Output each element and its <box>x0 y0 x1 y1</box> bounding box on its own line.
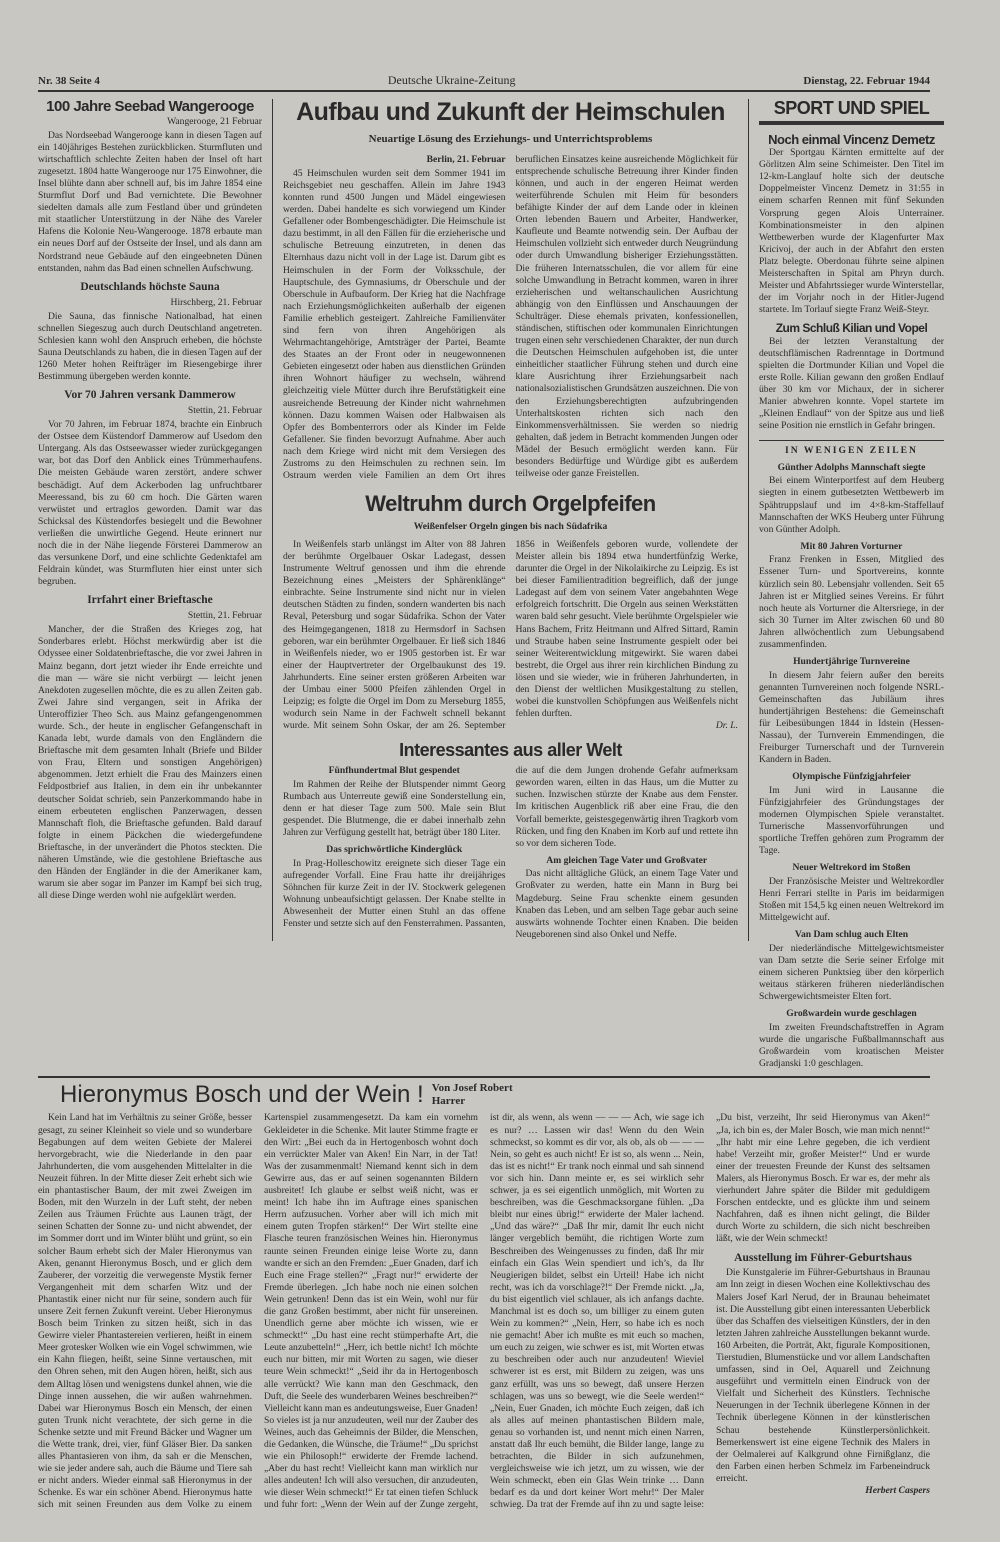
item-title: Olympische Fünfzigjahrfeier <box>792 771 911 783</box>
byline: Von Josef Robert Harrer <box>431 1082 513 1108</box>
article-text: Die Sauna, das finnische Nationalbad, hat einen schnellen Siegeszug auch durch Deutschland angetreten. Schlesien kann wohl den Anspruch erheben, die höchste Sauna Deutschlands zu haben, die in diesen Tagen auf der 1260 Meter hohen Reifträger im Riesengebirge ihrer Bestimmung übergeben werden konnte. <box>38 310 262 383</box>
zeilen-heading: IN WENIGEN ZEILEN <box>759 440 944 457</box>
article-text: 45 Heimschulen wurden seit dem Sommer 1941 im Reichsgebiet neu geschaffen. Allein im Jahre 1943 konnten rund 4500 Jungen und Mädel eingewiesen werden. Dabei handelte es sich vorwiegend um Kinder Gefallener oder Bombengeschädigter. Die Heimschule ist dazu bestimmt, in all den Fällen für die erzieherische und schulische Betreuung einzutreten, in denen das Elternhaus dazu nicht voll in der Lage ist. Darum gibt es Heimschulen in der Form der Volksschule, der Hauptschule, des Gymnasiums, dr Oberschule und der Oberschule in Aufbauform. Der Krieg hat die Nachfrage nach Erziehungsmöglichkeiten außerhalb der eigenen Familie erheblich gesteigert. Zahlreiche Familienväter sind fern von ihren Angehörigen als Wehrmachtangehörige, Amtsträger der Partei, Beamte des Staates an der Front oder in neugewonnenen Gebieten eingesetzt oder haben aus dienstlichen Gründen ihren Wohnort häufiger zu wechseln, während gleichzeitig viele Mütter durch ihre Berufstätigkeit eine ausreichende Betreuung der Kinder nicht wahrnehmen können. Dazu kommen Waisen oder Halbwaisen als Opfer des Bombenterrors oder als Kinder im Felde Gefallener. Sie finden bevorzugt Aufnahme. Aber auch nach dem Kriege wird nicht mit dem Versiegen des Zustroms zu den Heimschulen zu rechnen sein. Im Ostraum werden viele Familien an dem Ort ihres beruflichen Einsatzes keine ausreichende Möglichkeit für entsprechende schulische Betreuung ihrer Kinder finden können, und auch in der engeren Heimat werden weiterführende Schulen mit Heim für besonders befähigte Kinder der auf dem Lande oder in kleinen Orten lebenden Bauern und Arbeiter, Handwerker, Kaufleute und Beamte notwendig sein. Der Aufbau der Heimschulen vollzieht sich entweder durch Neugründung oder durch Umwandlung bisheriger Erziehungsstätten. Die früheren Internatsschulen, die vor allem für eine solche Umwandlung in Betracht kommen, waren in ihrer erzieherischen und weltanschaulichen Ausrichtung abhängig von den Einflüssen und Anschauungen der Schulträger. Diese ehemals privaten, konfessionellen, ständischen, stiftischen oder kommunalen Einrichtungen trugen einen sehr verschiedenen Charakter, der nun durch die Deutschen Heimschulen aufgehoben ist, die unter einheitlicher staatlicher Führung stehen und durch eine klare Ausrichtung ihrer Erziehungsarbeit nach nationalsozialistischen Grundsätzen auszeichnen. Die von den Erziehungsberechtigten aufzubringenden Unterhaltskosten richten sich nach den Einkommensverhältnissen. Sie werden so niedrig gehalten, daß jedem in Betracht kommenden Jungen oder Mädel der Besuch ermöglicht werden kann. Für besonders Bedürftige und Würdige gibt es außerdem teilweise oder ganze Freistellen. <box>283 153 738 482</box>
item-title: Fünfhundertmal Blut gespendet <box>328 765 460 777</box>
article-title: 100 Jahre Seebad Wangerooge <box>46 98 254 115</box>
dateline: Stettin, 21. Februar <box>187 404 262 416</box>
article-text: Bei der letzten Veranstaltung der deutschflämischen Radrenntage in Dortmund spielten die Dortmunder Kilian und Vopel die erste Rolle. Kilian gewann den großen Endlauf über 30 km vor Michaux, der in sicherer Manier abwehren konnte. Vopel startete im „Kleinen Endlauf“ von der Spitze aus und ließ seine Position nie ernstlich in Gefahr bringen. <box>759 335 944 432</box>
welt-article <box>283 765 738 941</box>
item-title: Van Dam schlug auch Elten <box>794 929 909 941</box>
item-text: Der niederländische Mittelgewichtsmeister van Dam setzte die Serie seiner Erfolge mit einem sicheren Punktsieg über den körperlich weitaus stärkeren früheren niederländischen Schwergewichtsmeister Elten fort. <box>759 942 944 1003</box>
article-text: Kein Land hat im Verhältnis zu seiner Größe, besser gesagt, zu seiner Kleinheit so viele und so wunderbare Begabungen auf dem weiten Gebiete der Malerei hervorgebracht, wie die Niederlande in den paar Jahrhunderten, die vom ausgehenden Mittelalter in die Neuzeit führen. In der Mitte dieser Zeit erhebt sich wie ein phantastischer Baum, der mit zwei Zweigen im Boden, mit den Wurzeln in der Luft steht, der neben Zeilen aus Träumen Früchte aus Launen trägt, der seinen Schatten der Sonne zu- und nicht abwendet, der im Sommer dorrt und im Winter blüht und grünt, so ein solcher Baum erhebt sich der Maler Hieronymus van Aken, genannt Hieronymus Bosch, und er glich dem Zauberer, der vorzeitig die verwegenste Mystik ferner Vergangenheit mit dem scharfen Witz und der Phantastik einer nicht nur für seine, sondern auch für unsere Zeit fernen Zukunft vereint. Ueber Hieronymus Bosch beim Trinken zu sitzen heißt, sich in das Gewirre vieler Phantastereien verlieren, heißt in einem Meer grotesker Wolken wie ein Vogel schwimmen, wie ein Kahn fliegen, heißt, seine Sinne vertauschen, mit den Ohren sehen, mit den Augen hören, heißt, sich aus dem Alltag lösen und wenigstens dunkel ahnen, wie die Dinge innen aussehen, die wir außen wahrnehmen. Dabei war Hieronymus Bosch ein Mensch, der einen guten Trunk nicht verachtete, der sich gerne in die Schenke setzte und mit Freund Bäcker und Wagner um die Wette trank, drei, vier, fünf Gläser Bier. Da sanken alles Phantasieren von ihm, da sah er die Menschen, wie sie jeder andere sah, auch die Bäume und Tiere sah er nicht anders. Wieder einmal saß Hieronymus in der Schenke. Es war ein schöner Abend. Hieronymus hatte sich mit seinen Freunden aus dem Volke zu einem Kartenspiel zusammengesetzt. Da kam ein vornehm Gekleideter in die Schenke. Mit lauter Stimme fragte er den Wirt: „Bei euch da in Hertogenbosch wohnt doch ein verrückter Maler van Aken! Ein Narr, in der Tat! Was der zusammenmalt! Niemand kennt sich in dem Gewirre aus, das er auf seinen sogenannten Bildern ausbreitet! Ich glaube er selbst weiß nicht, was er meint! Ich habe ihn im Auftrage eines spanischen Herrn aufzusuchen. Vorher aber will ich mich mit einem guten Tropfen stärken!“ Der Wirt stellte eine Flasche teuren französischen Weines hin. Hieronymus raunte seinen Freunden einige leise Worte zu, dann wandte er sich an den Fremden: „Euer Gnaden, darf ich Euch eine Frage stellen?“ „Fragt nur!“ erwiderte der Fremde überlegen. „Ich habe noch nie einen solchen Wein getrunken! Denn das ist ein Wein, wohl nur für die ganz Großen bestimmt, aber nicht für unsereinen. Unendlich gerne aber möchte ich wissen, wie er schmeckt!“ „Du hast eine recht stümperhafte Art, die Leute anzubetteln!“ „Herr, ich bettle nicht! Ich möchte euch nur bitten, mir mit Worten zu sagen, wie dieser teure Wein schmeckt!“ „Seid ihr da in Hertogenbosch alle verrückt? Wie kann man den Geschmack, den Duft, die Seele des wunderbaren Weines beschreiben?“ Vielleicht kann man es andeutungsweise, Euer Gnaden! So vieles ist ja nur anzudeuten, weil nur der Zauber des Weines, auch das Geheimnis der Bilder, die Menschen, die Gedanken, die Wünsche, die Träume!“ „Du sprichst wie ein Philosoph!“ erwiderte der Fremde lachend. „Aber du hast recht! Vielleicht kann man wirklich nur alles andeuten! Ich will also versuchen, dir anzudeuten, wie dieser Wein schmeckt!“ Er tat einen tiefen Schluck und fuhr fort: „Wenn der Wein auf der Zunge zergeht, ist dir, als wenn, als wenn — — — Ach, wie sage ich es nur? … Lassen wir das! Wenn du den Wein schmeckst, so kommt es dir vor, als ob, als ob — — — Nein, so geht es auch nicht! Er ist so, als wenn ... Nein, das ist es nicht!“ Er trank noch einmal und sah sinnend vor sich hin. Dann meinte er, es sei wirklich sehr schwer, ja es sei eigentlich unmöglich, mit Worten zu beschreiben, was die Geschmacksorgane fühlen. „Da bleibt nur eines übrig!“ erwiderte der Maler lachend. „Und das wäre?“ „Daß Ihr mir, damit Ihr euch nicht länger vergeblich bemüht, die richtigen Worte zum Beschreiben des Weingenusses zu finden, daß Ihr mir einfach ein Glas Wein spendiert und ich’s, da Ihr Neugierigen bildet, selbst ein Urteil! Habe ich nicht recht, was ich da vorschlage?!“ Der Fremde nickt. „Ja, du bist eigentlich viel schlauer, als ich anfangs dachte. Manchmal ist es doch so, um billiger zu einem guten Wein zu kommen?“ „Nein, Herr, so habe ich es noch nie gemacht! Aber ich mußte es mit euch so machen, um euch zu zeigen, wie schwer es ist, mit Worten etwas zu beschreiben oder auch nur anzudeuten! Wieviel schwerer ist es erst, mit Bildern zu zeigen, was uns ganz erfüllt, was uns so bewegt, daß unsere Herzen schlagen, was uns so bewegt, wie die Seele werden!“ „Nein, Euer Gnaden, ich möchte Euch zeigen, daß ich als alles auf meinen phantastischen Bildern male, genau so vorhanden ist, und nennt mich einen Narren, anstatt daß Ihr euch bemüht, die Bilder lange, lange zu betrachten, die Bilder in sich aufzunehmen, vergleichsweise wie ich jetzt, um zu wissen, wie der Wein schmeckt, eben ein Glas Wein trinke … Dann bedarf es da und dort keiner Wort mehr!“ Der Maler schwieg. Da trat der Fremde auf ihn zu und sagte leise: „Du bist, verzeiht, Ihr seid Hieronymus van Aken!“ „Ja, ich bin es, der Maler Bosch, wie man mich nennt!“ „Ihr habt mir eine Lehre gegeben, die ich verdient habe! Verzeiht mir, großer Meister!“ Und er wurde einer der treuesten Freunde der Kunst des seltsamen Malers, als Hieronymus Bosch. Er war es, der mehr als vierhundert Jahre später die Bilder mit geduldigem Forschen entdeckte, und es glückte ihm und seinem Nachfahren, daß es ihnen nicht gelingt, die Bilder durch Worte zu schildern, die sich nicht beschreiben läßt, wie der Wein schmeckt! <box>38 1112 930 1511</box>
paper-name: Deutsche Ukraine-Zeitung <box>387 73 516 87</box>
dateline: Hirschberg, 21. Februar <box>170 296 262 308</box>
dateline: Stettin, 21. Februar <box>187 610 262 622</box>
item-text: Im Juni wird in Lausanne die Fünfzigjahrfeier des Gründungstages der modernen Olympischen Spiele veranstaltet. Turnerische Massenvorführungen und sportliche Treffen gehören zum Programm der Tage. <box>759 784 944 857</box>
masthead <box>38 73 930 92</box>
item <box>759 862 944 924</box>
article-text: In Weißenfels starb unlängst im Alter von 88 Jahren der berühmte Orgelbauer Oskar Ladegast, dessen Instrumente Weltruf genossen und ihm die ehrende Bezeichnung eines „Meisters der Sphärenklänge“ einbrachte. Seine Instrumente sind nicht nur in vielen deutschen Städten zu finden, sondern wanderten bis nach Reval, Petersburg und sogar Südafrika. Schon der Vater des Heimgegangenen, 1818 zu Hermsdorf in Sachsen geboren, war ein berühmter Orgelbauer. Er ließ sich 1846 in Weißenfels nieder, wo er 1905 gestorben ist. Er war einer der Hauptvertreter der Orgelbaukunst des 19. Jahrhunderts. Eine seiner ersten größeren Arbeiten war der Umbau einer 5000 Pfeifen zählenden Orgel in Leipzig; es folgte die Orgel im Dom zu Merseburg 1855, wodurch sein Name in der Fachwelt schnell bekannt wurde. Mit seinem Sohn Oskar, der am 26. September 1856 in Weißenfels geboren wurde, vollendete der Meister allein bis 1894 etwa hundertfünfzig Werke, darunter die Orgel in der Nikolaikirche zu Leipzig. Es ist bei dieser Familientradition begreiflich, daß der junge Ladegast auf dem von seinem Vater angebahnten Wege erfolgreich fortschritt. Die Orgeln aus seinen Werkstätten waren bald sehr gesucht. Viele berühmte Orgelspieler wie Hans Bachem, Fritz Heitmann und Alfred Sittard, Ramin und Straube haben seine Instrumente gespielt oder bei seiner Weiterentwicklung mitgewirkt. Sie waren dabei bestrebt, die Orgel aus ihrer rein kirchlichen Bindung zu lösen und sie wieder, wie in früheren Jahrhunderten, in den Dienst der weltlichen Musikgestaltung zu stellen, wobei die kunstvollen Schöpfungen aus Weißenfels nicht fehlen durften. <box>283 538 738 732</box>
subheadline: Weißenfelser Orgeln gingen bis nach Südafrika <box>413 521 608 533</box>
article-title: Noch einmal Vincenz Demetz <box>768 131 935 147</box>
item-text: Im Rahmen der Reihe der Blutspender nimmt Georg Rumbach aus Unterreute gewiß eine Sonderstellung ein, denn er hat dieser Tage zum 500. Male sein Blut gespendet. Die Blutmenge, die er dabei innerhalb zehn Jahren zur Verfügung gestellt hat, beträgt über 180 Liter. <box>283 778 506 839</box>
author: Dr. L. <box>715 720 738 732</box>
newspaper-page <box>38 73 944 1512</box>
article-text: Die Kunstgalerie im Führer-Geburtshaus in Braunau am Inn zeigt in diesen Wochen eine Kollektivschau des Malers Josef Karl Nerud, der in Braunau beheimatet ist. Die Ausstellung gibt einen interessanten Ueberblick über das Schaffen des vielseitigen Künstlers, der in den letzten Jahren zahlreiche Ausstellungen bekannt wurde. 160 Arbeiten, die Porträt, Akt, figurale Kompositionen, Tierstudien, Blumenstücke und vor allem Landschaften umfassen, sind in Oel, Aquarell und Zeichnung ausgeführt und vermitteln einen Eindruck von der Vielfalt und Sicherheit des Künstlers. Technische Neuerungen in der Technik überlegene Können in der Technik überlegene Können in der künstlerischen Schau bestehende Künstlerpersönlichkeit. Bemerkenswert ist eine eigene Technik des Malers in der Oelmalerei auf Kalkgrund ohne Firnißglanz, die den Farben einen herben Schmelz im Farbeneindruck erreicht. <box>716 1267 930 1484</box>
item-text: In Prag-Holleschowitz ereignete sich dieser Tage ein aufregender Vorfall. Eine Frau hatte ihr dreijähriges Söhnchen für kurze Zeit in der IV. Stockwerk gelegenen Wohnung unbeaufsichtigt gelassen. Der Knabe stellte in Abwesenheit der Mutter einen Stuhl an das offene Fenster und setzte sich auf den Fensterrahmen. Passanten, die auf die dem Jungen drohende Gefahr aufmerksam geworden waren, eilten in das Haus, um die Mutter zu suchen. Inzwischen stürzte der Knabe aus dem Fenster. Im kritischen Augenblick riß aber eine Frau, die den Vorfall bemerkte, geistesgegenwärtig ihren Tragkorb vom Rücken, und fing den Knaben im Korb auf und rettete ihn so vor dem sicheren Tode. <box>283 765 738 930</box>
headline-welt: Interessantes aus aller Welt <box>399 740 622 761</box>
item-title: Hundertjährige Turnvereine <box>793 656 910 668</box>
dateline: Berlin, 21. Februar <box>426 153 506 165</box>
article-text: Das Nordseebad Wangerooge kann in diesen Tagen auf ein 140jähriges Bestehen zurückblicken. Sturmfluten und wirtschaftlich schlechte Zeiten haben der Insel oft hart zugesetzt. 1804 hatte Wangerooge nur 175 Einwohner, die Insel blühte dann aber schnell auf, bis im Jahre 1854 eine Sturmflut Dorf und Bad vernichtete. Die Bewohner siedelten damals alle zum Festland über und gründeten mit staatlicher Unterstützung in der Nähe des Vareler Hafens die Kolonie Neu-Wangerooge. 1878 erbaute man ein neues Dorf auf der Ostseite der Insel, und als dann am Nordstrand neue Gebäude auf den eingeebneten Dünen entstanden, nahm das Bad einen schnellen Aufschwung. <box>38 129 262 274</box>
item <box>759 1008 944 1070</box>
article-title: Irrfahrt einer Brieftasche <box>87 594 213 607</box>
item-text: Der Französische Meister und Weltrekordler Henri Ferrari stellte in Paris im beidarmigen Stoßen mit 154,5 kg einen neuen Weltrekord im Mittelgewicht auf. <box>759 875 944 924</box>
item-title: Am gleichen Tage Vater und Großvater <box>546 854 708 866</box>
issue-date: Dienstag, 22. Februar 1944 <box>803 75 930 87</box>
center-section <box>272 99 749 941</box>
left-column <box>38 99 262 902</box>
headline-orgel: Weltruhm durch Orgelpfeifen <box>365 491 656 517</box>
author: Herbert Caspers <box>865 1485 930 1496</box>
item <box>759 929 944 1003</box>
item-text: Im zweiten Freundschaftstreffen in Agram wurde die ungarische Fußballmannschaft aus Großwardein vom kroatischen Meister Gradjanski 1:0 geschlagen. <box>759 1021 944 1069</box>
orgel-article <box>283 539 738 734</box>
item <box>759 541 944 651</box>
section-rule <box>759 121 944 125</box>
item-title: Neuer Weltrekord im Stoßen <box>792 862 911 874</box>
top-section <box>38 98 944 1078</box>
article-text: Der Sportgau Kärnten ermittelte auf der Görlitzen Alm seine Schimeister. Den Titel im 12-km-Langlauf holte sich der deutsche Doppelmeister Vincenz Demetz in 31:55 in einem scharfen Rennen mit fünf Sekunden Vorsprung gegen Alois Unterrainer. Kombinationsmeister in den alpinen Wettbewerben wurde der Klagenfurter Max Kricivoj, der auch in der Abfahrt den ersten Platz belegte. Oberdonau führte seine alpinen Meisterschaften in Spital am Phryn durch. Meister und Abfahrtssieger wurde Winterstellar, der im Vorjahr noch in der Hitler-Jugend startete. Im Torlauf siegte Franz Weiß-Steyr. <box>759 147 944 316</box>
bosch-title: Hieronymus Bosch und der Wein ! <box>60 1081 424 1109</box>
item-title: Das sprichwörtliche Kinderglück <box>326 844 463 856</box>
article-title: Deutschlands höchste Sauna <box>80 280 220 293</box>
article-title: Ausstellung im Führer-Geburtshaus <box>734 1251 912 1264</box>
item-text: Franz Frenken in Essen, Mitglied des Essener Turn- und Sportvereins, konnte kürzlich sein 80. Lebensjahr vollenden. Seit 65 Jahren ist er Mitglied seines Vereins. Er führt noch heute als Vorturner die Altersriege, in der sich 30 Turner im Alter zwischen 60 und 80 Jahren allwöchentlich zum Uebungsabend zusammenfinden. <box>759 554 944 650</box>
item <box>759 462 944 536</box>
headline-heimschulen: Aufbau und Zukunft der Heimschulen <box>296 98 725 126</box>
item-title: Großwardein wurde geschlagen <box>786 1008 917 1020</box>
article-title: Vor 70 Jahren versank Dammerow <box>64 389 236 402</box>
item-text: Bei einem Winterportfest auf dem Heuberg siegten in einem gutbesetzten Wettbewerb im Spähtruppslauf und im 4×8-km-Staffellauf Mannschaften der WKS Heuberg unter Führung von Günther Adolph. <box>759 475 944 535</box>
heimschulen-article <box>283 154 738 483</box>
article-text: Mancher, der die Straßen des Krieges zog, hat Sonderbares erlebt. Höchst merkwürdig aber ist die Odyssee einer Soldatenbrieftasche, die vor zwei Jahren in Mainz begann, dort jetzt wieder ihr Ende erreichte und die man — wäre sie nicht verbürgt — leicht jenen Anekdoten zugesellen möchte, die es zu allen Zeiten gab. Zwei Jahre sind vergangen, seit in Afrika der Unteroffizier Theo Sch. aus Mainz gefangengenommen wurde. Sch., der heute in englischer Gefangenschaft in Kanada lebt, wurde damals von den Engländern die Brieftasche mit dem gesamten Inhalt (Briefe und Bilder von Frau, Eltern und sonstigen Angehörigen) abgenommen. Jetzt erhielt die Frau des Mainzers einen Feldpostbrief aus Italien, in dem ein ihr unbekannter deutscher Soldat schrieb, sein Panzerkommando habe in einem erbeuteten englischen Panzerwagen, dessen Mannschaft floh, die Brieftasche gefunden. Bald darauf folgte in einem Päckchen die wiedergefundene Brieftasche, in der unverändert die Photos steckten. Die näheren Umstände, wie die gestohlene Brieftasche aus den Händen der Engländer in die der Amerikaner kam, warum sie aber sogar im Panzer im Kampf bei sich trug, all diese Dinge werden wohl nie aufgeklärt werden. <box>38 624 262 902</box>
article-text: Vor 70 Jahren, im Februar 1874, brachte ein Einbruch der Ostsee dem Küstendorf Dammerow auf Usedom den Untergang. Als das Ostseewasser wieder zurückgegangen war, bot das Dorf den Anblick eines Trümmerhaufens. Die meisten Gebäude waren zerstört, andere schwer beschädigt. Auf dem Ackerboden lag unfruchtbarer Meeressand, bis zu 60 cm hoch. Die Gärten waren verwüstet und ertraglos geworden. Damit war das Schicksal des Küstendorfes besiegelt und die Bewohner verließen die unwirtliche Gegend. Heute erinnert nur noch die in der Nähe liegende Försterei Dammerow an das versunkene Dorf, und eine schlichte Gedenktafel am Feldrain kündet, was Sturmfluten hier einst unter sich begruben. <box>38 419 262 588</box>
sport-column <box>759 99 944 1070</box>
item-text: Das nicht alltägliche Glück, an einem Tage Vater und Großvater zu werden, hatte ein Mann in Burg bei Magdeburg. Seine Frau schenkte einem gesunden Knaben das Leben, und am selben Tage gebar auch seine auswärts wohnende Tochter einen Knaben. Die beiden Neugeborenen sind also Onkel und Neffe. <box>515 868 738 940</box>
item-title: Günther Adolphs Mannschaft siegte <box>777 461 926 473</box>
section-title: SPORT UND SPIEL <box>773 98 930 118</box>
item-title: Mit 80 Jahren Vorturner <box>800 540 903 552</box>
item <box>759 771 944 857</box>
item-text: In diesem Jahr feiern außer den bereits genannten Turnvereinen noch folgende NSRL-Gemeinschaften das Jubiläum ihres hundertjährigen Bestehens: die Gemeinschaft für Leibesübungen 1844 in Idstein (Hessen-Nassau), der Turnverein Emmendingen, die Freiburger Turnerschaft und der Turnverein Kandern in Baden. <box>759 669 944 766</box>
subheadline: Neuartige Lösung des Erziehungs- und Unterrichtsproblems <box>368 132 653 145</box>
dateline: Wangerooge, 21 Februar <box>167 115 262 127</box>
bosch-title-block <box>60 1082 930 1108</box>
item <box>759 656 944 766</box>
article-title: Zum Schluß Kilian und Vopel <box>775 321 928 336</box>
bosch-article <box>38 1112 930 1511</box>
issue-number: Nr. 38 Seite 4 <box>38 75 100 87</box>
